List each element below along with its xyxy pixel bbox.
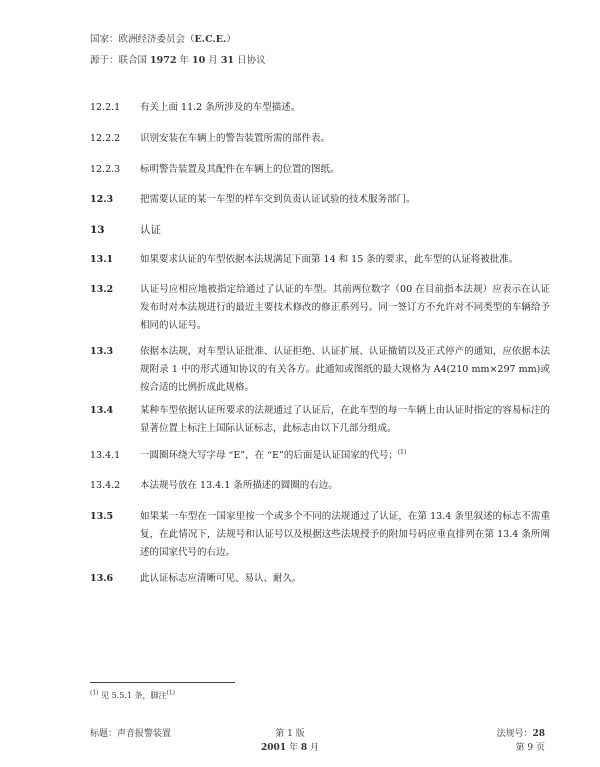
clause-number: 13.1	[90, 254, 114, 265]
clause-text: 一圆圈环绕大写字母 “E”，在 “E”的后面是认证国家的代号；$^{(1)}$	[140, 448, 407, 461]
footer-title: 标题：声音报警装置	[90, 729, 172, 739]
clause-text: 把需要认证的某一车型的样车交到负责认证试验的技术服务部门。	[140, 194, 416, 205]
section-number: 13	[90, 224, 105, 236]
clause-text: 依据本法规，对车型认证批准、认证拒绝、认证扩展、认证撤销以及正式停产的通知，应依据本法规附录 1 中的形式通知协议的有关各方。此通知或图纸的最大规格为 A4(210 mm×297 mm)或按合适的比例折成此规格。	[140, 346, 550, 393]
clause-number: 12.3	[90, 194, 114, 205]
page-number: 第 9 页	[515, 743, 545, 753]
clause-number: 13.4.2	[90, 480, 121, 491]
clause-number: 13.2	[90, 284, 114, 295]
clause-number: 13.6	[90, 573, 114, 584]
clause-text: 识别安装在车辆上的警告装置所需的部件表。	[140, 133, 331, 144]
clause-number: 12.2.2	[90, 133, 121, 144]
clause-number: 13.5	[90, 511, 114, 522]
footnote-ref: (1)	[397, 448, 407, 456]
clause-text: 标明警告装置及其配件在车辆上的位置的图纸。	[140, 164, 340, 175]
footer-edition: 第 1 版 2001 年 8 月	[255, 727, 325, 755]
clause-text: 有关上面 11.2 条所涉及的车型描述。	[140, 102, 301, 113]
clause-text: 本法规号放在 13.4.1 条所描述的圆圈的右边。	[140, 480, 338, 491]
clause-text: 如果某一车型在一国家里按一个或多个不同的法规通过了认证，在第 13.4 条里叙述的标志不需重复，在此情况下，法规号和认证号以及根据这些法规授予的附加号码应垂直排列在第 13.4 条所阐述的国家代号的右边。	[140, 511, 550, 558]
clause-number: 13.4.1	[90, 450, 121, 461]
header-country: 国家：欧洲经济委员会（E.C.E.）	[90, 34, 236, 45]
regulation-number: 28	[532, 729, 545, 739]
clause-text: 认证号应相应地被指定给通过了认证的车型。其前两位数字（00 在目前指本法规）应表示在认证发布时对本法规进行的最近主要技术修改的修正系列号。同一签订方不允许对不同类型的车辆给予相同的认证号。	[140, 284, 550, 331]
clause-number: 13.3	[90, 346, 114, 357]
clause-text: 如果要求认证的车型依据本法规满足下面第 14 和 15 条的要求，此车型的认证将被批准。	[140, 254, 519, 265]
clause-number: 12.2.3	[90, 164, 121, 175]
clause-number: 12.2.1	[90, 102, 121, 113]
clause-text: 此认证标志应清晰可见、易认、耐久。	[140, 573, 302, 584]
footnote-divider	[90, 682, 235, 683]
clause-number: 13.4	[90, 405, 114, 416]
footnote: $^{(1)}$ 见 5.5.1 条，脚注$^{(1)}$	[90, 689, 175, 700]
footer-regulation: 法规号：28 第 9 页	[470, 727, 545, 755]
header-ece: E.C.E.	[194, 34, 227, 45]
footer-date: 2001 年 8 月	[261, 743, 319, 753]
header-source: 源于：联合国 1972 年 10 月 31 日协议	[90, 55, 266, 66]
clause-text: 某种车型依据认证所要求的法规通过了认证后，在此车型的每一车辆上由认证时指定的容易标注的显著位置上标注上国际认证标志，此标志由以下几部分组成。	[140, 405, 550, 434]
section-title: 认证	[140, 224, 161, 236]
